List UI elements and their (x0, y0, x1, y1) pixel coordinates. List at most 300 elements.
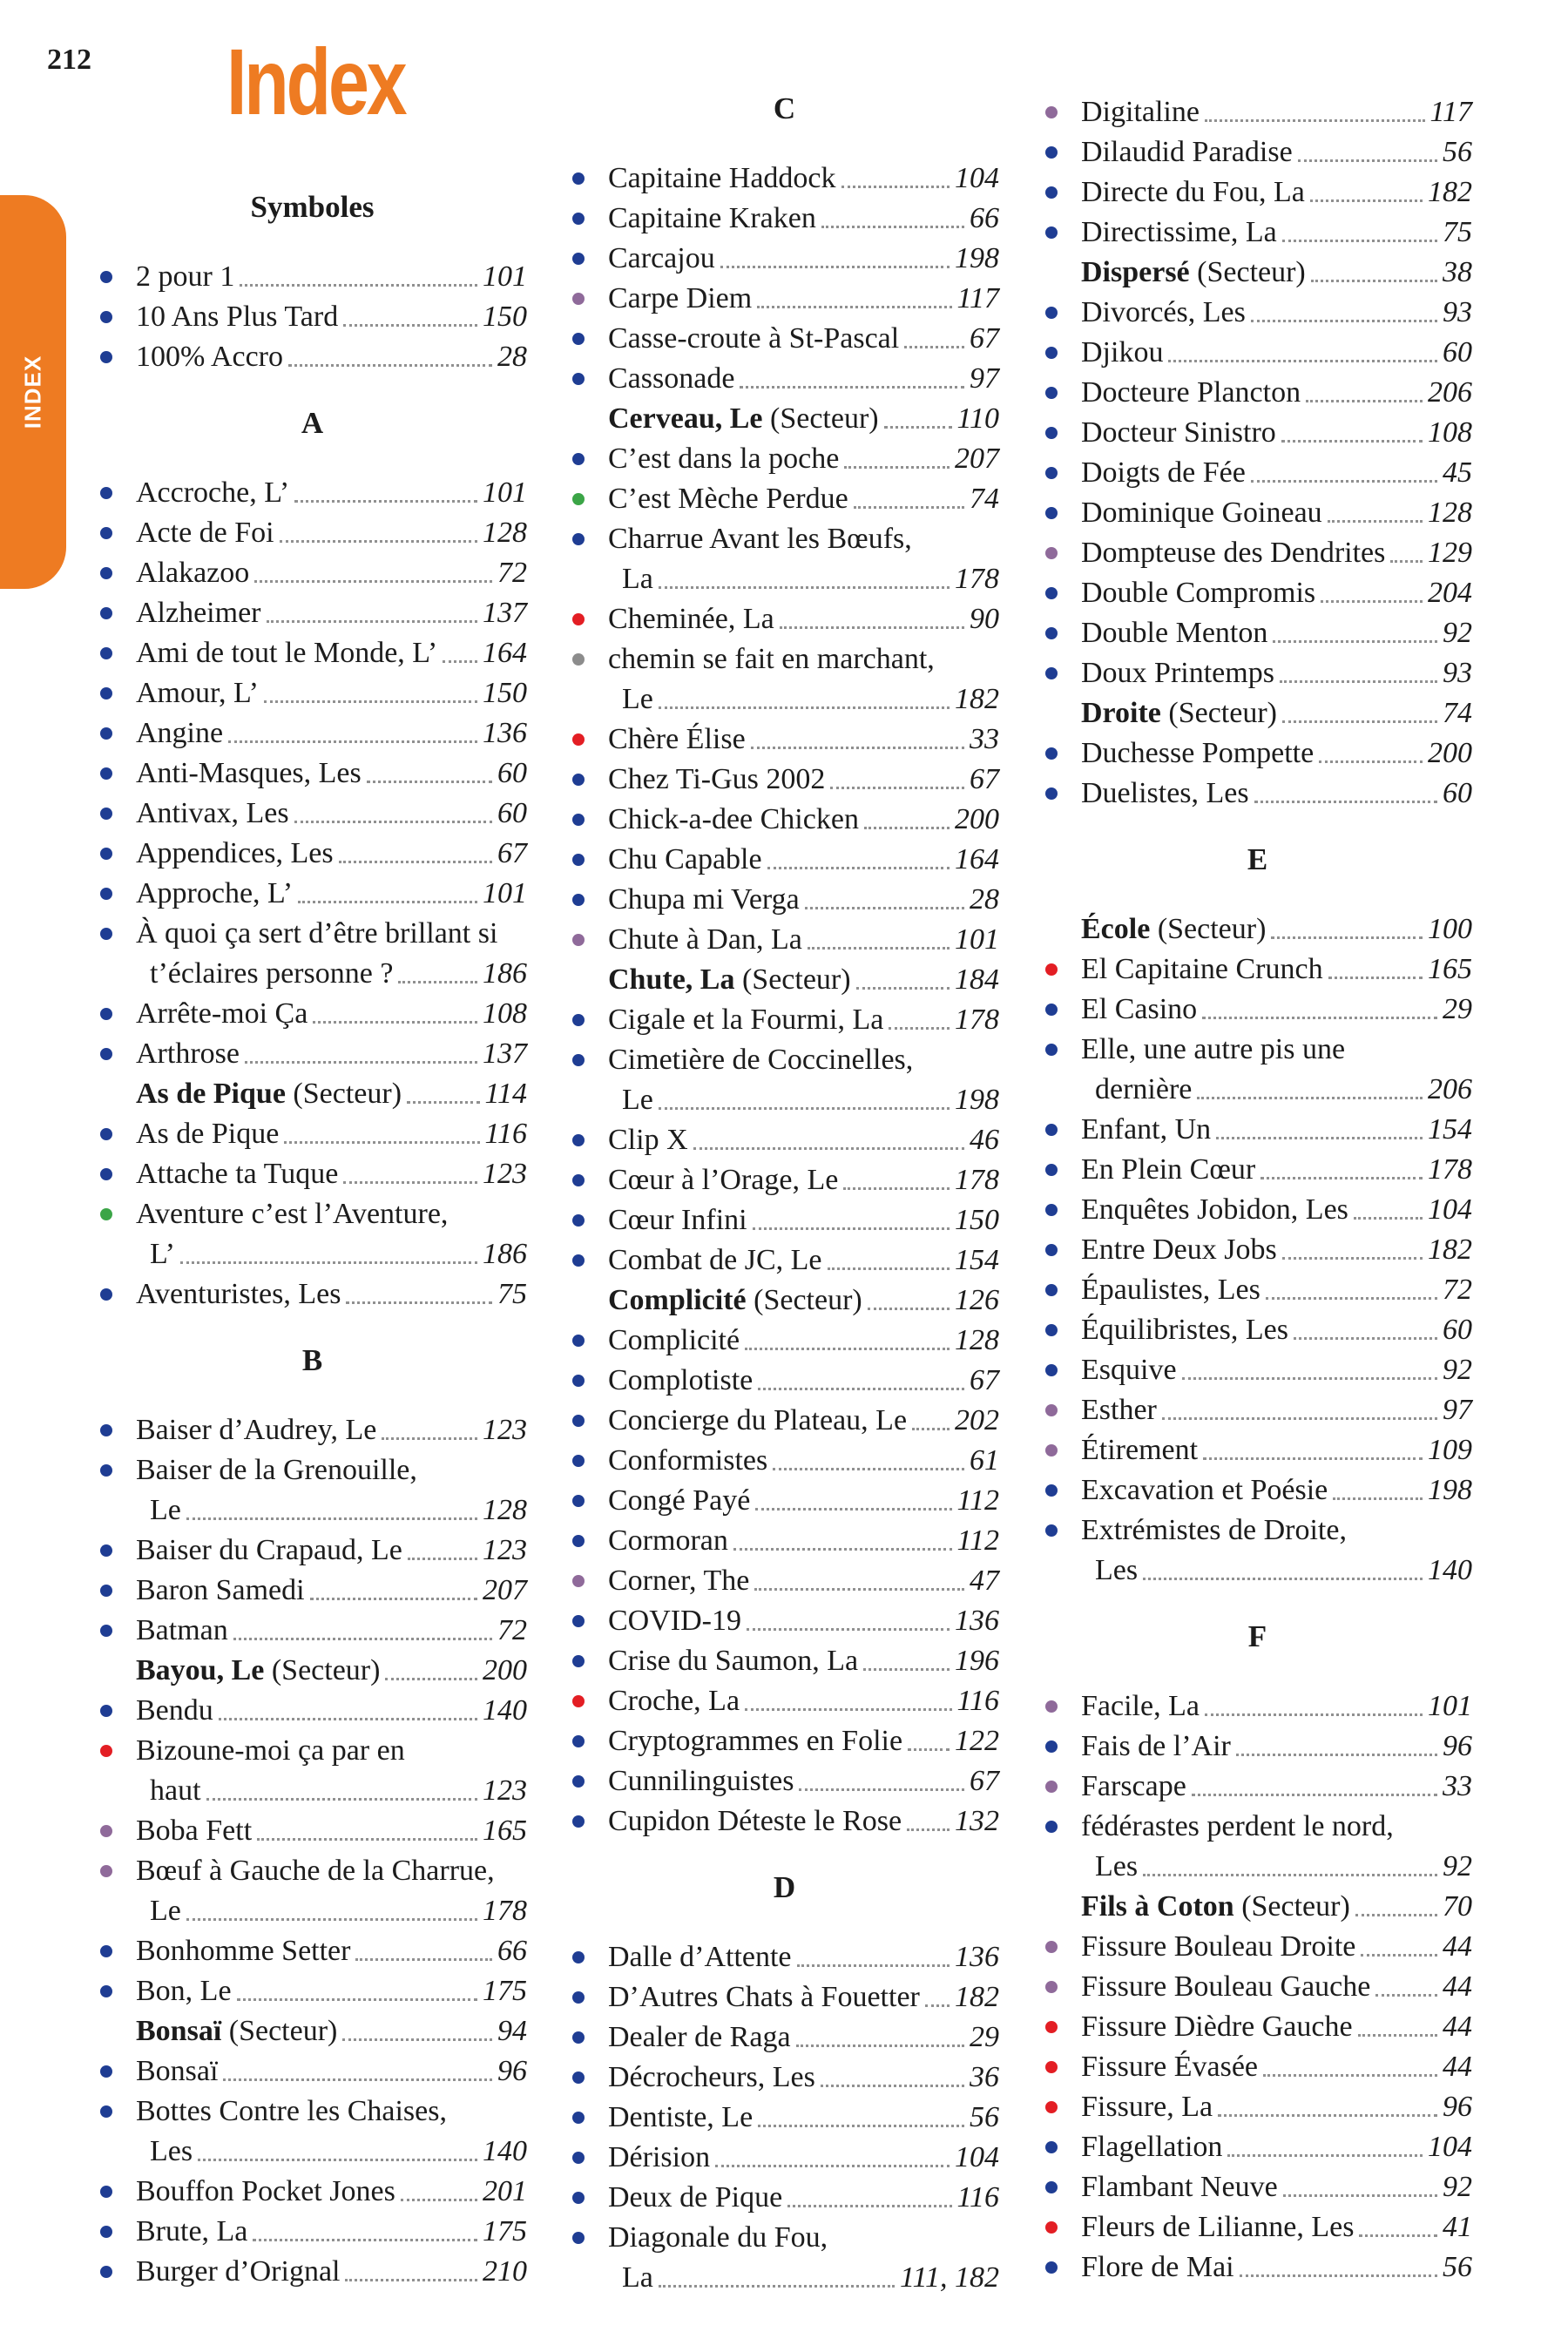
entry-name: Docteure Plancton (1081, 376, 1301, 409)
entry-line (1081, 1927, 1472, 1967)
index-entry[interactable] (98, 2092, 527, 2172)
index-entry[interactable] (1043, 333, 1472, 373)
dot-leader (844, 439, 950, 479)
entry-line (1081, 1430, 1472, 1470)
page-ref: 92 (1443, 2171, 1472, 2203)
index-entry[interactable] (98, 1531, 527, 1571)
page-ref: 182 (1428, 1233, 1472, 1266)
difficulty-dot-icon (572, 1455, 585, 1467)
index-entry[interactable] (1043, 1110, 1472, 1150)
index-entry[interactable] (570, 2218, 999, 2298)
page-ref: 29 (970, 2021, 999, 2053)
difficulty-dot-icon (572, 613, 585, 625)
entry-line (1081, 533, 1472, 573)
page-ref: 165 (483, 1815, 527, 1847)
index-entry[interactable] (570, 2098, 999, 2138)
page-ref: 47 (970, 1565, 999, 1597)
index-entry[interactable] (1043, 1190, 1472, 1230)
index-entry[interactable] (98, 513, 527, 553)
index-entry[interactable] (98, 257, 527, 297)
index-entry[interactable] (570, 519, 999, 599)
difficulty-dot-icon (1045, 1524, 1058, 1537)
dot-leader (355, 1931, 492, 1971)
index-entry[interactable] (98, 1571, 527, 1611)
difficulty-dot-icon (572, 774, 585, 786)
dot-leader (180, 1234, 477, 1274)
dot-leader (294, 473, 477, 513)
index-entry[interactable] (570, 1977, 999, 2017)
entry-line (1081, 493, 1472, 533)
dot-leader (799, 1761, 964, 1801)
index-sector-entry[interactable] (1043, 253, 1472, 293)
entry-name: haut (150, 1774, 201, 1807)
dot-leader (889, 1000, 950, 1040)
dot-leader (1266, 1270, 1437, 1310)
page-ref: 154 (955, 1244, 999, 1276)
index-entry[interactable] (570, 639, 999, 720)
index-entry[interactable] (98, 1450, 527, 1531)
index-entry[interactable] (570, 279, 999, 319)
index-entry[interactable] (570, 1681, 999, 1721)
index-entry[interactable] (570, 2178, 999, 2218)
index-entry[interactable] (570, 1601, 999, 1641)
page-ref: 137 (483, 1037, 527, 1070)
page-ref: 94 (497, 2015, 527, 2047)
dot-leader (1333, 1470, 1423, 1511)
entry-line (608, 1601, 999, 1641)
dot-leader (753, 1200, 950, 1240)
index-entry[interactable] (1043, 132, 1472, 172)
difficulty-dot-icon (572, 653, 585, 666)
index-entry[interactable] (570, 1401, 999, 1441)
entry-name: Directissime, La (1081, 216, 1277, 248)
entry-name: Fissure, La (1081, 2091, 1213, 2123)
difficulty-dot-icon (100, 527, 112, 539)
index-entry[interactable] (570, 1120, 999, 1160)
entry-line (608, 2218, 999, 2258)
entry-line (1081, 1110, 1472, 1150)
entry-line (136, 297, 527, 337)
index-entry[interactable] (98, 673, 527, 713)
index-entry[interactable] (98, 1194, 527, 1274)
index-entry[interactable] (1043, 653, 1472, 693)
entry-name: chemin se fait en marchant, (608, 643, 935, 675)
difficulty-dot-icon (1045, 2261, 1058, 2274)
entry-line (1081, 1030, 1472, 1070)
index-entry[interactable] (570, 1561, 999, 1601)
entry-name: Corner, The (608, 1565, 750, 1597)
page-ref: 60 (497, 757, 527, 789)
page-ref: 75 (497, 1278, 527, 1310)
index-entry[interactable] (1043, 373, 1472, 413)
index-entry[interactable] (570, 800, 999, 840)
entry-line (136, 1450, 527, 1490)
index-entry[interactable] (1043, 1390, 1472, 1430)
entry-name: Alakazoo (136, 557, 250, 589)
entry-name: Baron Samedi (136, 1574, 305, 1606)
dot-leader (659, 679, 950, 720)
difficulty-dot-icon (572, 1254, 585, 1267)
difficulty-dot-icon (572, 533, 585, 545)
index-entry[interactable] (1043, 2247, 1472, 2288)
index-entry[interactable] (1043, 2127, 1472, 2167)
page-ref: 178 (955, 563, 999, 595)
index-entry[interactable] (570, 720, 999, 760)
entry-line (136, 2212, 527, 2252)
index-entry[interactable] (1043, 2207, 1472, 2247)
entry-name: Le (622, 1084, 653, 1116)
dot-leader (339, 834, 492, 874)
index-entry[interactable] (98, 754, 527, 794)
page-ref: 154 (1428, 1113, 1472, 1146)
index-entry[interactable] (1043, 573, 1472, 613)
difficulty-dot-icon (572, 814, 585, 826)
entry-name: Cormoran (608, 1524, 728, 1557)
page-ref: 132 (955, 1805, 999, 1837)
dot-leader (1263, 2047, 1437, 2087)
dot-leader (1236, 1727, 1437, 1767)
entry-name: C’est dans la poche (608, 443, 840, 475)
index-entry[interactable] (570, 319, 999, 359)
index-entry[interactable] (570, 880, 999, 920)
index-entry[interactable] (1043, 950, 1472, 990)
index-entry[interactable] (98, 1410, 527, 1450)
index-sector-entry[interactable] (98, 1651, 527, 1691)
index-entry[interactable] (98, 1154, 527, 1194)
index-entry[interactable] (1043, 1686, 1472, 1727)
dot-leader (253, 2212, 477, 2252)
index-entry[interactable] (570, 1937, 999, 1977)
index-entry[interactable] (1043, 1150, 1472, 1190)
index-entry[interactable] (98, 2212, 527, 2252)
index-entry[interactable] (570, 920, 999, 960)
page-ref: 104 (955, 162, 999, 194)
entry-line (136, 794, 527, 834)
page-ref: 36 (970, 2061, 999, 2093)
dot-leader (398, 954, 477, 994)
difficulty-dot-icon (100, 1865, 112, 1877)
index-entry[interactable] (570, 1441, 999, 1481)
index-entry[interactable] (1043, 1967, 1472, 2007)
entry-line (136, 1034, 527, 1074)
difficulty-dot-icon (572, 172, 585, 185)
index-sector-entry[interactable] (1043, 1887, 1472, 1927)
index-entry[interactable] (570, 359, 999, 399)
page-ref: 178 (483, 1895, 527, 1927)
page-ref: 204 (1428, 577, 1472, 609)
entry-name: Antivax, Les (136, 797, 289, 829)
difficulty-dot-icon (100, 2105, 112, 2118)
index-entry[interactable] (1043, 1767, 1472, 1807)
index-entry[interactable] (570, 1040, 999, 1120)
entry-line (608, 439, 999, 479)
dot-leader (1168, 333, 1437, 373)
entry-line (608, 880, 999, 920)
entry-line (136, 633, 527, 673)
index-entry[interactable] (98, 1811, 527, 1851)
index-entry[interactable] (570, 760, 999, 800)
entry-line (608, 1321, 999, 1361)
entry-line (1081, 253, 1472, 293)
dot-leader (745, 1321, 950, 1361)
index-entry[interactable] (98, 633, 527, 673)
dot-leader (284, 1114, 479, 1154)
entry-line (622, 679, 999, 720)
index-entry[interactable] (98, 1851, 527, 1931)
index-entry[interactable] (570, 1481, 999, 1521)
index-entry[interactable] (1043, 2167, 1472, 2207)
page-ref: 150 (483, 677, 527, 709)
index-entry[interactable] (1043, 92, 1472, 132)
entry-line (608, 279, 999, 319)
side-tab-label: INDEX (19, 355, 46, 429)
entry-line (608, 1240, 999, 1281)
index-entry[interactable] (1043, 1807, 1472, 1887)
index-entry[interactable] (570, 840, 999, 880)
dot-leader (755, 1481, 951, 1521)
index-entry[interactable] (98, 713, 527, 754)
index-sector-entry[interactable] (98, 2011, 527, 2051)
dot-leader (345, 2252, 477, 2292)
difficulty-dot-icon (1045, 1444, 1058, 1456)
index-entry[interactable] (98, 914, 527, 994)
index-entry[interactable] (1043, 172, 1472, 213)
index-entry[interactable] (570, 1801, 999, 1842)
index-entry[interactable] (98, 874, 527, 914)
difficulty-dot-icon (572, 373, 585, 385)
index-entry[interactable] (1043, 533, 1472, 573)
entry-line (136, 1971, 527, 2011)
index-entry[interactable] (1043, 1430, 1472, 1470)
entry-name: Cerveau, Le (Secteur) (608, 402, 879, 435)
difficulty-dot-icon (572, 1054, 585, 1066)
index-entry[interactable] (570, 1361, 999, 1401)
index-entry[interactable] (1043, 1270, 1472, 1310)
page-ref: 75 (1443, 216, 1472, 248)
page-ref: 150 (483, 301, 527, 333)
index-entry[interactable] (1043, 293, 1472, 333)
index-sector-entry[interactable] (1043, 909, 1472, 950)
index-entry[interactable] (570, 1761, 999, 1801)
index-entry[interactable] (98, 834, 527, 874)
entry-name: Flambant Neuve (1081, 2171, 1278, 2203)
entry-line (136, 553, 527, 593)
page-ref: 165 (1428, 953, 1472, 985)
dot-leader (228, 713, 477, 754)
index-entry[interactable] (1043, 213, 1472, 253)
entry-name: Fissure Bouleau Droite (1081, 1930, 1356, 1963)
entry-name: Bœuf à Gauche de la Charrue, (136, 1855, 495, 1887)
index-letter-heading: C (773, 91, 796, 125)
difficulty-dot-icon (1045, 2221, 1058, 2234)
index-entry[interactable] (1043, 413, 1472, 453)
index-entry[interactable] (570, 1521, 999, 1561)
difficulty-dot-icon (100, 1288, 112, 1301)
entry-line (1081, 774, 1472, 814)
dot-leader (830, 760, 964, 800)
dot-leader (1375, 1967, 1437, 2007)
index-entry[interactable] (98, 2252, 527, 2292)
index-entry[interactable] (1043, 1030, 1472, 1110)
entry-line (608, 239, 999, 279)
entry-line (136, 593, 527, 633)
index-entry[interactable] (570, 2138, 999, 2178)
page-ref: 116 (956, 1685, 999, 1717)
entry-name: El Casino (1081, 993, 1198, 1025)
page-ref: 182 (955, 683, 999, 715)
index-entry[interactable] (570, 599, 999, 639)
index-entry[interactable] (98, 1611, 527, 1651)
index-entry[interactable] (570, 239, 999, 279)
page-ref: 96 (1443, 1730, 1472, 1762)
index-entry[interactable] (1043, 453, 1472, 493)
index-entry[interactable] (1043, 2007, 1472, 2047)
difficulty-dot-icon (1045, 507, 1058, 519)
index-entry[interactable] (98, 1971, 527, 2011)
index-entry[interactable] (98, 473, 527, 513)
index-entry[interactable] (98, 1931, 527, 1971)
difficulty-dot-icon (1045, 186, 1058, 199)
entry-name: Facile, La (1081, 1690, 1200, 1722)
page-ref: 126 (955, 1284, 999, 1316)
difficulty-dot-icon (1045, 1044, 1058, 1056)
index-entry[interactable] (98, 337, 527, 377)
index-entry[interactable] (570, 2017, 999, 2058)
difficulty-dot-icon (1045, 1164, 1058, 1176)
index-entry[interactable] (1043, 774, 1472, 814)
index-sector-entry[interactable] (570, 399, 999, 439)
difficulty-dot-icon (1045, 106, 1058, 118)
index-entry[interactable] (98, 553, 527, 593)
index-entry[interactable] (98, 1731, 527, 1811)
entry-name: Duchesse Pompette (1081, 737, 1315, 769)
entry-line (136, 834, 527, 874)
entry-name: L’ (150, 1238, 175, 1270)
index-entry[interactable] (1043, 1927, 1472, 1967)
index-entry[interactable] (570, 1200, 999, 1240)
index-entry[interactable] (570, 479, 999, 519)
entry-line (1081, 213, 1472, 253)
difficulty-dot-icon (1045, 427, 1058, 439)
entry-name: C’est Mèche Perdue (608, 483, 848, 515)
index-entry[interactable] (98, 2051, 527, 2092)
index-entry[interactable] (98, 994, 527, 1034)
index-entry[interactable] (570, 1721, 999, 1761)
index-entry[interactable] (1043, 1350, 1472, 1390)
index-sector-entry[interactable] (570, 1281, 999, 1321)
index-entry[interactable] (1043, 1230, 1472, 1270)
dot-leader (1281, 413, 1423, 453)
index-sector-entry[interactable] (98, 1074, 527, 1114)
index-entry[interactable] (570, 1321, 999, 1361)
index-entry[interactable] (1043, 733, 1472, 774)
dot-leader (780, 599, 964, 639)
index-entry[interactable] (570, 159, 999, 199)
index-entry[interactable] (98, 593, 527, 633)
dot-leader (1328, 950, 1423, 990)
index-entry[interactable] (98, 1691, 527, 1731)
entry-name: fédérastes perdent le nord, (1081, 1810, 1394, 1842)
index-sector-entry[interactable] (1043, 693, 1472, 733)
index-entry[interactable] (1043, 2047, 1472, 2087)
entry-name: Attache ta Tuque (136, 1158, 339, 1190)
page-title: Index (226, 29, 405, 134)
page-ref: 178 (955, 1164, 999, 1196)
entry-name: Doigts de Fée (1081, 456, 1246, 489)
entry-name: Deux de Pique (608, 2181, 783, 2213)
entry-line (150, 1771, 527, 1811)
index-entry[interactable] (1043, 1310, 1472, 1350)
index-entry[interactable] (1043, 493, 1472, 533)
dot-leader (796, 2017, 964, 2058)
index-entry[interactable] (98, 1114, 527, 1154)
index-entry[interactable] (98, 2172, 527, 2212)
index-entry[interactable] (98, 794, 527, 834)
entry-name: Doux Printemps (1081, 657, 1274, 689)
entry-line (608, 399, 999, 439)
dot-leader (868, 1281, 950, 1321)
index-entry[interactable] (1043, 2087, 1472, 2127)
page-ref: 123 (483, 1774, 527, 1807)
index-entry[interactable] (570, 439, 999, 479)
entry-name: Cœur Infini (608, 1204, 747, 1236)
index-entry[interactable] (1043, 1470, 1472, 1511)
entry-line (1081, 1150, 1472, 1190)
index-sector-entry[interactable] (570, 960, 999, 1000)
index-entry[interactable] (1043, 1727, 1472, 1767)
dot-leader (1306, 373, 1423, 413)
dot-leader (198, 2132, 477, 2172)
dot-leader (310, 1571, 477, 1611)
entry-name: Cimetière de Coccinelles, (608, 1044, 914, 1076)
dot-leader (1203, 1430, 1423, 1470)
index-entry[interactable] (570, 1160, 999, 1200)
index-entry[interactable] (570, 1000, 999, 1040)
entry-name: Digitaline (1081, 96, 1200, 128)
entry-line (608, 1521, 999, 1561)
entry-name: Capitaine Kraken (608, 202, 816, 234)
index-letter-heading: D (773, 1870, 796, 1904)
index-entry[interactable] (98, 1274, 527, 1315)
difficulty-dot-icon (100, 767, 112, 780)
index-entry[interactable] (1043, 1511, 1472, 1591)
page-ref: 38 (1443, 256, 1472, 288)
index-entry[interactable] (570, 1240, 999, 1281)
entry-line (136, 1531, 527, 1571)
index-entry[interactable] (570, 199, 999, 239)
entry-name: Fais de l’Air (1081, 1730, 1231, 1762)
page-ref: 67 (970, 763, 999, 795)
index-entry[interactable] (570, 1641, 999, 1681)
page-ref: 178 (955, 1004, 999, 1036)
difficulty-dot-icon (100, 1745, 112, 1757)
dot-leader (754, 1561, 964, 1601)
entry-name: Le (150, 1895, 181, 1927)
index-entry[interactable] (98, 297, 527, 337)
entry-line (150, 1490, 527, 1531)
entry-name: Épaulistes, Les (1081, 1274, 1260, 1306)
entry-line (1081, 1807, 1472, 1847)
index-entry[interactable] (98, 1034, 527, 1074)
page-ref: 164 (955, 843, 999, 875)
index-entry[interactable] (1043, 990, 1472, 1030)
page-ref: 136 (955, 1605, 999, 1637)
dot-leader (659, 1080, 950, 1120)
entry-name: dernière (1095, 1073, 1193, 1105)
index-entry[interactable] (1043, 613, 1472, 653)
entry-name: En Plein Cœur (1081, 1153, 1256, 1186)
index-entry[interactable] (570, 2058, 999, 2098)
